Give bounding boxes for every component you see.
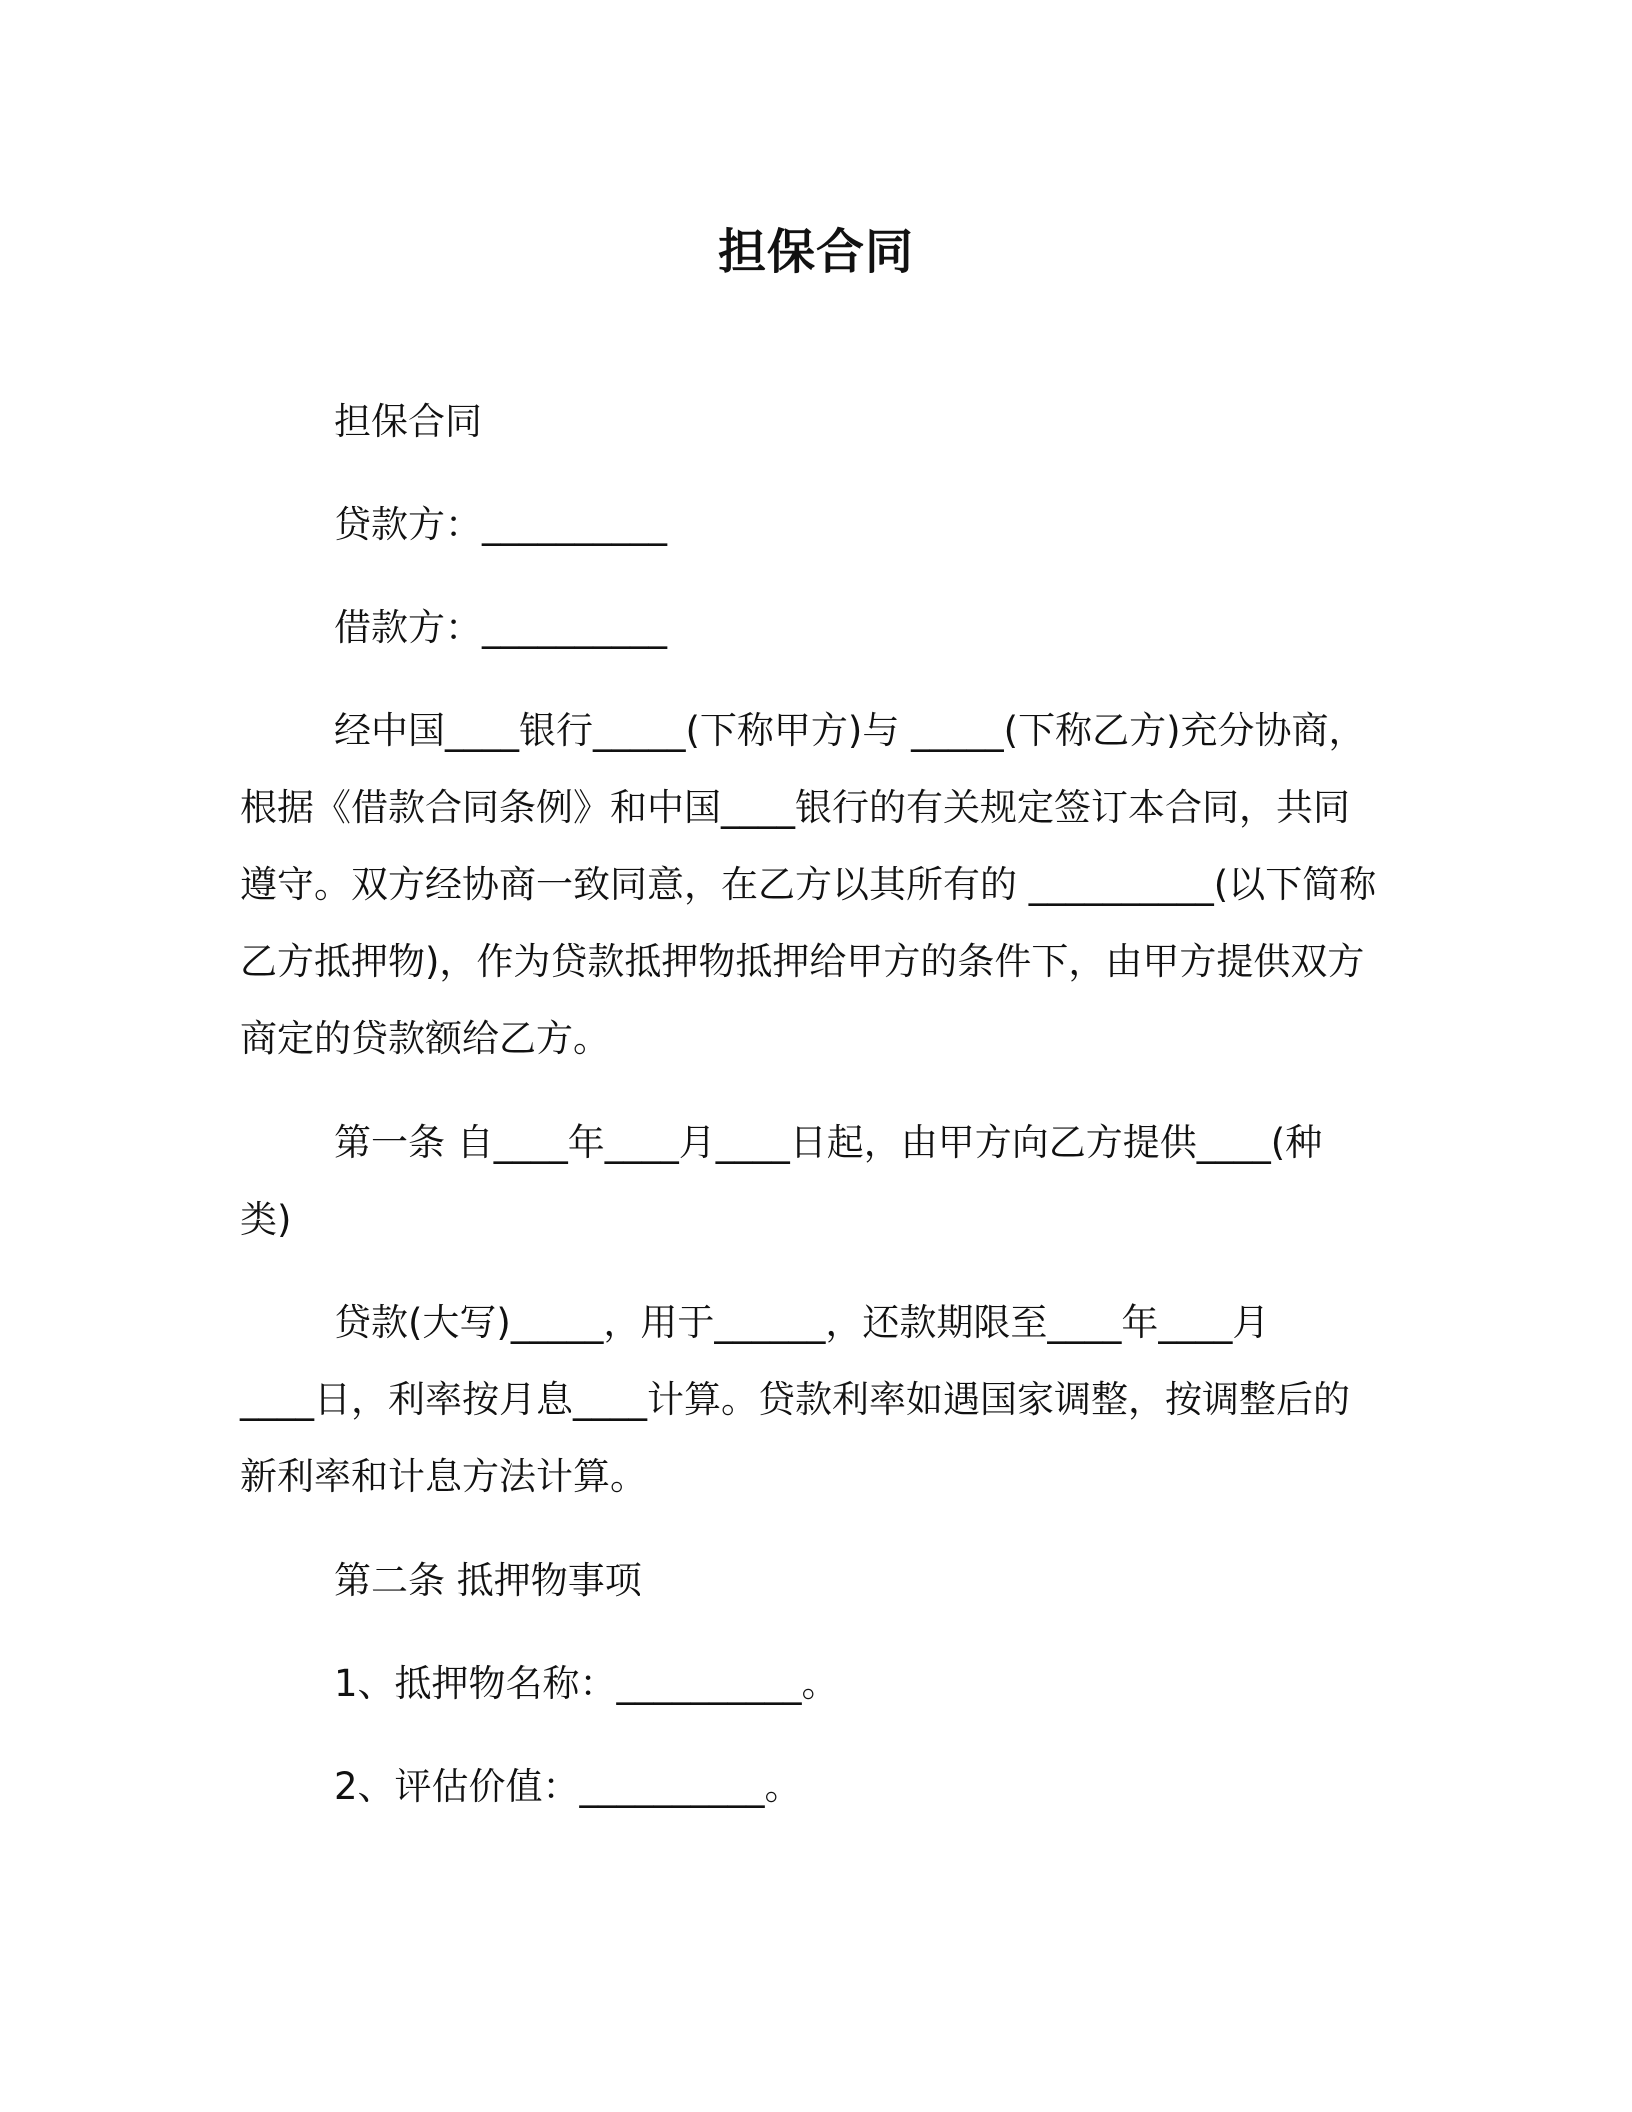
page-title: 担保合同 — [717, 224, 914, 280]
lender-line: 贷款方：__________ — [334, 503, 667, 546]
preamble-line-1: 经中国____银行_____(下称甲方)与 _____(下称乙方)充分协商， — [334, 709, 1366, 752]
preamble-line-4: 乙方抵押物)，作为贷款抵押物抵押给甲方的条件下，由甲方提供双方 — [240, 940, 1365, 983]
article1-line-1: 第一条 自____年____月____日起，由甲方向乙方提供____(种 — [334, 1121, 1323, 1164]
loan-para-line-1: 贷款(大写)_____，用于______，还款期限至____年____月 — [334, 1301, 1270, 1344]
article1-line-2: 类) — [240, 1198, 292, 1241]
borrower-line: 借款方：__________ — [334, 606, 667, 649]
appraised-value-line: 2、评估价值：__________。 — [334, 1765, 802, 1808]
loan-para-line-2: ____日，利率按月息____计算。贷款利率如遇国家调整，按调整后的 — [240, 1378, 1350, 1421]
preamble-line-3: 遵守。双方经协商一致同意，在乙方以其所有的 __________(以下简称 — [240, 863, 1377, 906]
collateral-name-line: 1、抵押物名称：__________。 — [334, 1662, 839, 1705]
loan-para-line-3: 新利率和计息方法计算。 — [240, 1455, 647, 1498]
preamble-line-2: 根据《借款合同条例》和中国____银行的有关规定签订本合同，共同 — [240, 786, 1350, 829]
article2-heading: 第二条 抵押物事项 — [334, 1559, 642, 1602]
contract-subtitle: 担保合同 — [334, 400, 482, 443]
preamble-line-5: 商定的贷款额给乙方。 — [240, 1017, 610, 1060]
